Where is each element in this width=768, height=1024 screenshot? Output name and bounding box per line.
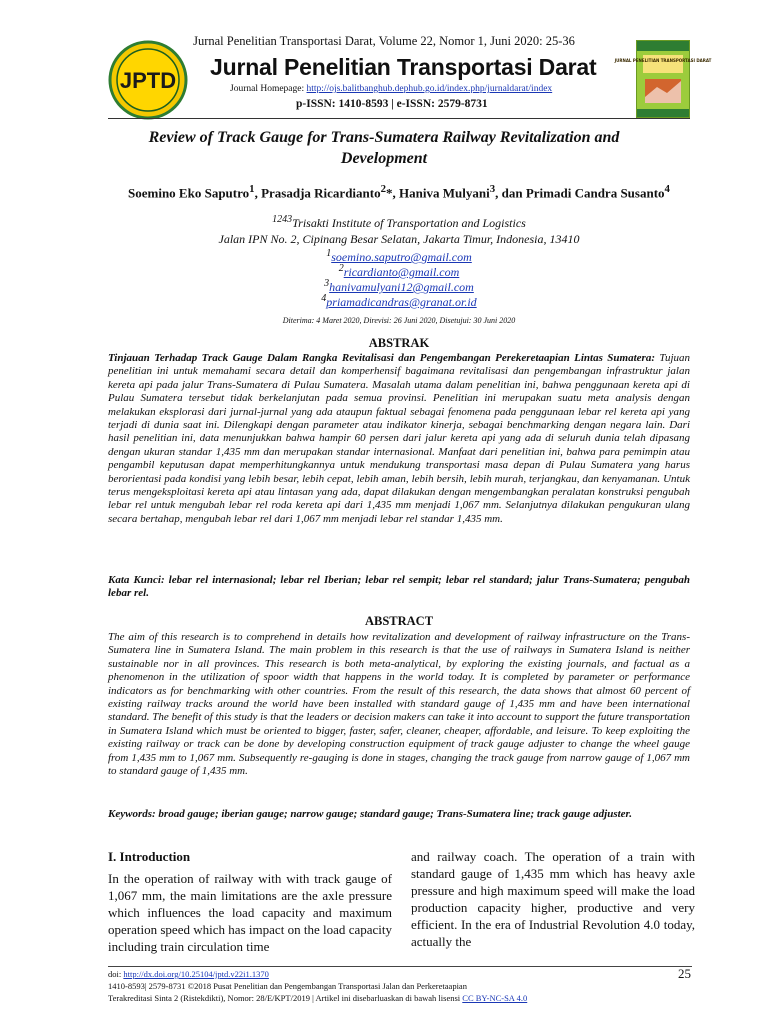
doi-label: doi: xyxy=(108,969,124,979)
intro-heading: I. Introduction xyxy=(108,849,191,864)
jptd-logo-icon xyxy=(108,40,188,120)
author-list xyxy=(108,181,690,201)
email-item xyxy=(108,276,690,294)
issn-line: p-ISSN: 1410-8593 | e-ISSN: 2579-8731 xyxy=(296,98,488,110)
journal-homepage xyxy=(230,84,552,94)
cover-title: JURNAL PENELITIAN TRANSPORTASI DARAT xyxy=(614,58,712,63)
affiliation-institute: Trisakti Institute of Transportation and Logistics xyxy=(292,216,526,230)
email-link[interactable]: soemino.saputro@gmail.com xyxy=(331,250,472,264)
abstrak-keywords: Kata Kunci: lebar rel internasional; lebar rel Iberian; lebar rel sempit; lebar rel standard; jalur Trans-Sumatera; pengubah lebar rel. xyxy=(108,574,690,600)
license-link[interactable]: CC BY-NC-SA 4.0 xyxy=(462,993,528,1003)
affiliation-sup: 1243 xyxy=(272,214,293,225)
author-sup: 4 xyxy=(664,183,670,195)
author-name: Haniva Mulyani xyxy=(399,185,490,201)
intro-right-column: and railway coach. The operation of a train with standard gauge of 1,435 mm which has heavy axle pressure and high maximum speed will make the load production capacity higher, productive and very efficient. In the era of Industrial Revolution 4.0 today, actually the xyxy=(411,849,695,949)
email-link[interactable]: ricardianto@gmail.com xyxy=(343,265,460,279)
email-sup: 1 xyxy=(326,248,332,259)
footer-divider xyxy=(108,966,692,967)
email-sup: 3 xyxy=(324,278,330,289)
abstrak-lead: Tinjauan Terhadap Track Gauge Dalam Rangka Revitalisasi dan Pengembangan Perekeretaapian Lintas Sumatera: xyxy=(108,352,655,364)
abstrak-text: Tujuan penelitian ini untuk memahami secara detail dan komperhensif bagaimana revitalisasi dan pengembangan infrastruktur jalan kereta api pada jalur Trans-Sumatera di Pulau Sumatera. Masalah utama dalam penelitian ini, bahwa penggunaan kereta api di Pulau Sumatera tersebut tidak berkelanjutan pada semua provinsi. Penelitian ini merupakan suatu meta analysis dengan melakukan eksplorasi dari jurnal-jurnal yang ada ataupun faktual sebagai fenomena pada penggunaan lebar rel kereta api yang terjadi di dunia saat ini. Dilengkapi dengan parameter atau indikator kinerja, sebagai benchmarking dengan negara lain. Dari hasil penelitian ini, data menunjukkan bahwa hampir 60 persen dari jalur kereta api yang ada di seluruh dunia telah dipasang dengan ukuran standar 1,435 mm dan merupakan standar internasional. Manfaat dari penelitian ini, bahwa para pemimpin atau pengambil keputusan dapat memperhitungkannya untuk mendukung transportasi masa depan di Pulau Sumatera yang harus berorientasi pada kondisi yang lebih besar, lebih cepat, lebih aman, lebih bersih, lebih murah, terjangkau, dan kenyamanan. Untuk terus mengeksploitasi kereta api atau lintasan yang ada, dapat dilakukan dengan mengembangkan peralatan konstruksi pengubah lebar rel untuk mengubah lebar rel roda kereta api dari 1,435 mm menjadi 1,067 mm. Selanjutnya dilakukan pengukuran ulang secara bertahap, mengubah lebar rel dari 1,067 mm menjadi lebar rel standar 1,435 mm. xyxy=(108,352,690,525)
abstract-body: The aim of this research is to comprehend in details how revitalization and development of railway infrastructure on the Trans-Sumatera line in Sumatera Island. The main problem in this research is that the use of railways in Sumatera Island is neither sustainable nor in all provinces. This research is both meta-analytical, by exploring the existing journals, and factual as a phenomenon in the utilization of spoor width that happens in the world today. It is completed by parameter or performance indicators as for benchmarking with other countries. From the result of this research, the data shows that almost 60 percent of existing railway tracks around the world have been installed with standard gauge of 1,435 mm and have been international standard. The benefit of this study is that the leaders or decision makers can take it into account to support the future transportation in Sumatera Island which must be oriented to bigger, faster, safer, cleaner, cheaper, affordable, and leisure. To keep exploiting the existing railway or track can be done by developing construction equipment of track gauge adjuster to change the wheel gauge from 1,435 mm to 1,067 mm. Subsequently re-gauging is done in stages, changing the track gauge from narrow gauge of 1,067 mm to standard gauge of 1,435 mm. xyxy=(108,631,690,778)
header-divider xyxy=(108,118,690,119)
email-item xyxy=(108,246,690,264)
doi-line xyxy=(108,969,269,979)
logo-text: JPTD xyxy=(119,68,177,93)
submission-dates: Diterima: 4 Maret 2020, Direvisi: 26 Juni 2020, Disetujui: 30 Juni 2020 xyxy=(282,316,516,325)
email-link[interactable]: priamadicandras@granat.or.id xyxy=(326,295,477,309)
author-sep: , dan xyxy=(495,185,526,201)
journal-cover-image xyxy=(614,40,712,118)
journal-citation-line: Jurnal Penelitian Transportasi Darat, Volume 22, Nomor 1, Juni 2020: 25-36 xyxy=(193,34,575,48)
author-sep: *, xyxy=(386,185,400,201)
abstract-keywords: Keywords: broad gauge; iberian gauge; narrow gauge; standard gauge; Trans-Sumatera line; track gauge adjuster. xyxy=(108,808,632,820)
email-list xyxy=(108,246,690,309)
author-sup: 3 xyxy=(489,183,496,195)
abstrak-body xyxy=(108,352,690,526)
doi-link[interactable]: http://dx.doi.org/10.25104/jptd.v22i1.1370 xyxy=(123,969,269,979)
email-link[interactable]: hanivamulyani12@gmail.com xyxy=(329,280,474,294)
affiliation-address: Jalan IPN No. 2, Cipinang Besar Selatan, Jakarta Timur, Indonesia, 13410 xyxy=(218,232,580,246)
author-name: Primadi Candra Susanto xyxy=(525,185,665,201)
abstract-heading: ABSTRACT xyxy=(364,614,434,628)
author-sep: , xyxy=(254,185,262,201)
email-item xyxy=(108,291,690,309)
affiliation xyxy=(108,212,690,247)
author-sup: 2 xyxy=(380,183,387,195)
email-sup: 4 xyxy=(321,293,327,304)
footer-accreditation xyxy=(108,993,527,1003)
page-number: 25 xyxy=(678,966,691,981)
email-item xyxy=(108,261,690,279)
homepage-label: Journal Homepage: xyxy=(230,84,307,94)
footer-copyright: 1410-8593| 2579-8731 ©2018 Pusat Penelitian dan Pengembangan Transportasi Jalan dan Perkeretaapian xyxy=(108,981,467,991)
paper-title: Review of Track Gauge for Trans-Sumatera Railway Revitalization and Development xyxy=(148,129,620,167)
intro-left-column: In the operation of railway with with track gauge of 1,067 mm, the main limitations are the axle pressure which influences the load capacity and maximum operation speed which has impact on the load capacity including train circulation time xyxy=(108,871,392,954)
accreditation-text: Terakreditasi Sinta 2 (Ristekdikti), Nomor: 28/E/KPT/2019 | Artikel ini disebarluaskan di bawah lisensi xyxy=(108,993,463,1003)
email-sup: 2 xyxy=(338,263,344,274)
author-name: Soemino Eko Saputro xyxy=(128,185,250,201)
journal-title: Jurnal Penelitian Transportasi Darat xyxy=(210,54,597,80)
abstrak-heading: ABSTRAK xyxy=(368,336,430,350)
author-sup: 1 xyxy=(249,183,255,195)
homepage-link[interactable]: http://ojs.balitbanghub.dephub.go.id/index.php/jurnaldarat/index xyxy=(306,84,553,94)
author-name: Prasadja Ricardianto xyxy=(261,185,381,201)
